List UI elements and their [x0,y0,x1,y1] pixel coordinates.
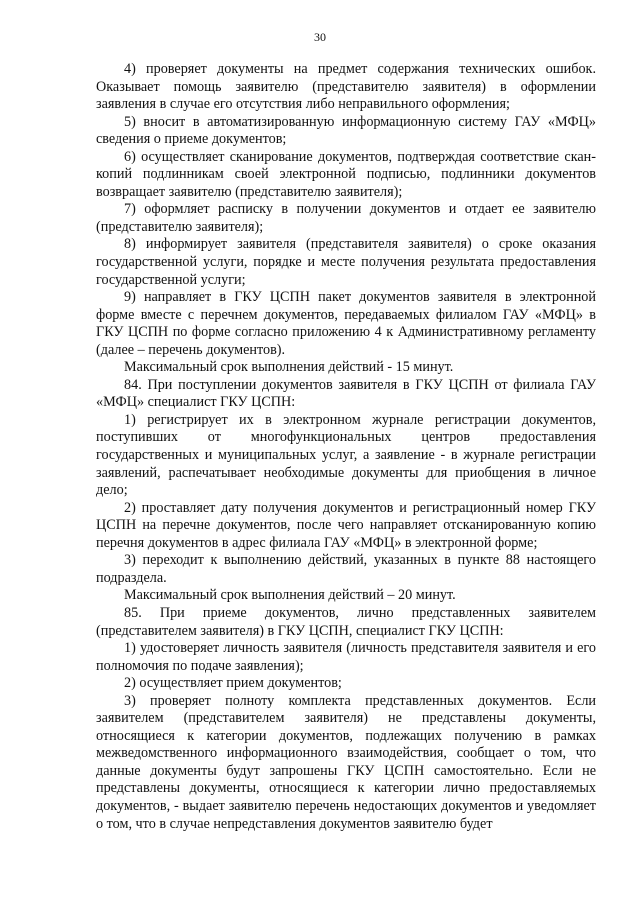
paragraph-84-item-1: 1) регистрирует их в электронном журнале регистрации документов, поступивших от многофункциональных центров предоставления государственных и муниципальных услуг, а заявление - в журнале регистрации заявлений, распечатывает необходимые документы для приобщения в личное дело; [96,411,596,499]
paragraph-85-item-1: 1) удостоверяет личность заявителя (личность представителя заявителя и его полномочия по подаче заявления); [96,640,596,674]
paragraph-section-84: 84. При поступлении документов заявителя в ГКУ ЦСПН от филиала ГАУ «МФЦ» специалист ГКУ ЦСПН: [96,376,596,411]
paragraph-85-item-3: 3) проверяет полноту комплекта представленных документов. Если заявителем (представителем заявителя) не представлены документы, относящиеся к категории документов, подлежащих получению в рамках межведомственного информационного взаимодействия, сообщает о том, что данные документы будут запрошены ГКУ ЦСПН самостоятельно. Если не представлены документы, относящиеся к категории лично предоставляемых документов, - выдает заявителю перечень недостающих документов и уведомляет о том, что в случае непредставления документов заявителю будет [96,692,596,832]
paragraph-item-5: 5) вносит в автоматизированную информационную систему ГАУ «МФЦ» сведения о приеме документов; [96,113,596,148]
paragraph-item-6: 6) осуществляет сканирование документов, подтверждая соответствие скан-копий подлинникам своей электронной подписью, подлинники документов возвращает заявителю (представителю заявителя); [96,148,596,200]
paragraph-84-item-3: 3) переходит к выполнению действий, указанных в пункте 88 настоящего подраздела. [96,552,596,586]
paragraph-item-9: 9) направляет в ГКУ ЦСПН пакет документов заявителя в электронной форме вместе с перечнем документов, передаваемых филиалом ГАУ «МФЦ» в ГКУ ЦСПН по форме согласно приложению 4 к Административному регламенту (далее – перечень документов). [96,289,596,358]
paragraph-max-time-20: Максимальный срок выполнения действий – 20 минут. [124,587,456,604]
paragraph-84-item-2: 2) проставляет дату получения документов и регистрационный номер ГКУ ЦСПН на перечне документов, после чего направляет отсканированную копию перечня документов в адрес филиала ГАУ «МФЦ» в электронной форме; [96,499,596,551]
paragraph-85-item-2: 2) осуществляет прием документов; [124,675,342,692]
paragraph-section-85: 85. При приеме документов, лично представленных заявителем (представителем заявителя) в ГКУ ЦСПН, специалист ГКУ ЦСПН: [96,604,596,639]
document-body [96,61,596,833]
paragraph-item-7: 7) оформляет расписку в получении документов и отдает ее заявителю (представителю заявителя); [96,201,596,235]
paragraph-max-time-15: Максимальный срок выполнения действий - 15 минут. [124,359,454,376]
paragraph-item-4: 4) проверяет документы на предмет содержания технических ошибок. Оказывает помощь заявителю (представителю заявителя) в оформлении заявления в случае его отсутствия либо неправильного оформления; [96,61,596,113]
paragraph-item-8: 8) информирует заявителя (представителя заявителя) о сроке оказания государственной услуги, порядке и месте получения результата предоставления государственной услуги; [96,236,596,288]
page-number: 30 [314,30,326,44]
